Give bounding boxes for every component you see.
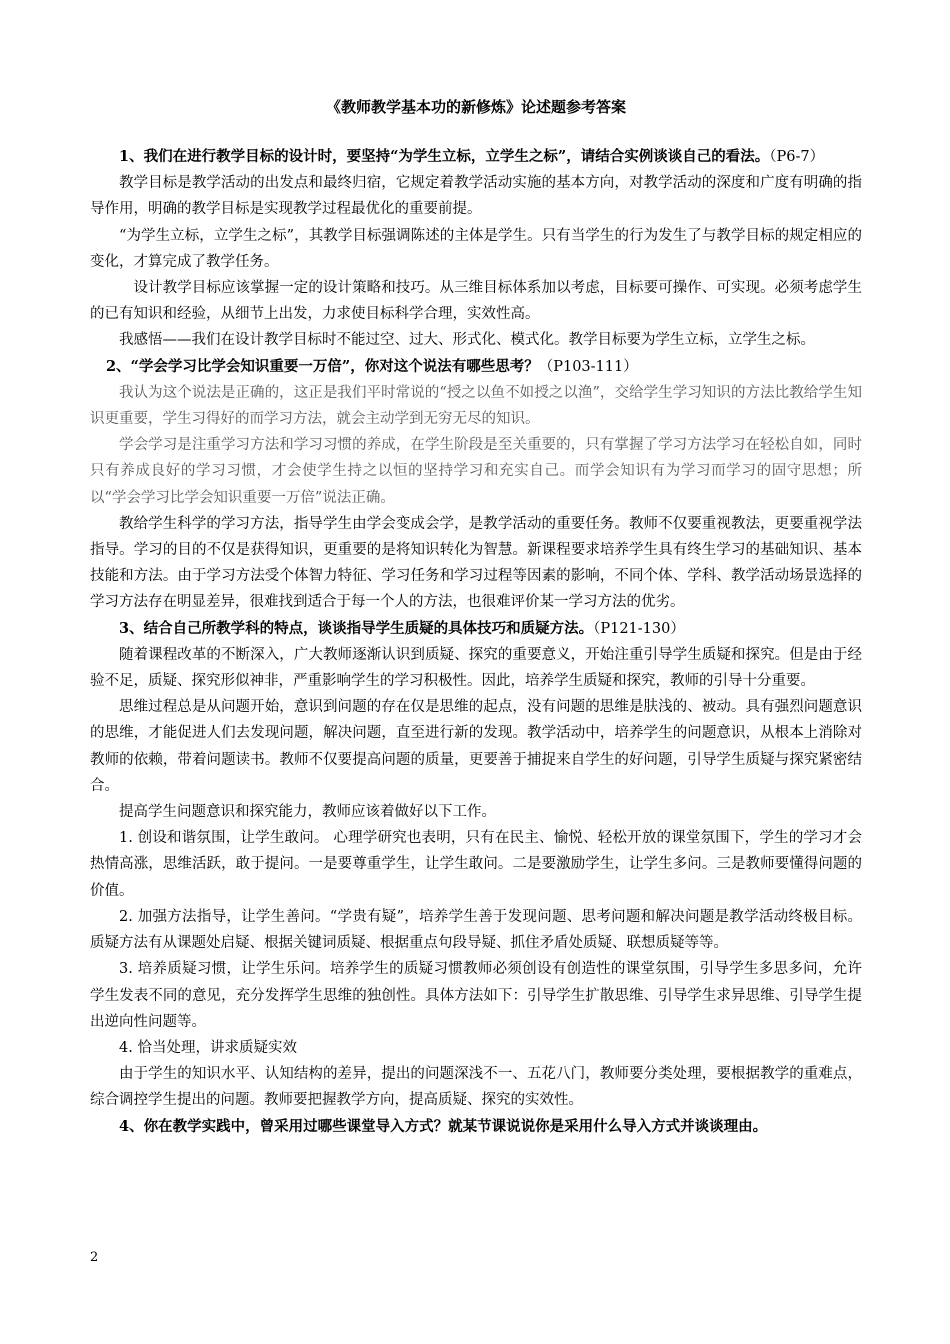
answer-3-paragraph-6: 3. 培养质疑习惯，让学生乐问。培养学生的质疑习惯教师必须创设有创造性的课堂氛围，引导学生多思多问，允许学生发表不同的意见，充分发挥学生思维的独创性。具体方法如下：引导学生扩散思维、引导学生求异思维、引导学生提出逆向性问题等。 xyxy=(90,961,862,1030)
document-page xyxy=(90,96,862,1140)
answer-3-paragraph-4: 1. 创设和谐氛围，让学生敢问。 心理学研究也表明，只有在民主、愉悦、轻松开放的课堂氛围下，学生的学习才会热情高涨，思维活跃，敢于提问。一是要尊重学生，让学生敢问。二是要激励学生，让学生多问。三是教师要懂得问题的价值。 xyxy=(90,830,862,899)
question-3-page-ref: （P121-130） xyxy=(593,620,685,637)
answer-3-paragraph-5: 2. 加强方法指导，让学生善问。“学贵有疑”，培养学生善于发现问题、思考问题和解决问题是教学活动终极目标。质疑方法有从课题处启疑、根据关键词质疑、根据重点句段导疑、抓住矛盾处质疑、联想质疑等等。 xyxy=(90,908,862,952)
answer-2-paragraph-3: 教给学生科学的学习方法，指导学生由学会变成会学，是教学活动的重要任务。教师不仅要重视教法，更要重视学法指导。学习的目的不仅是获得知识，更重要的是将知识转化为智慧。新课程要求培养学生具有终生学习的基础知识、基本技能和方法。由于学习方法受个体智力特征、学习任务和学习过程等因素的影响，不同个体、学科、教学活动场景选择的学习方法存在明显差异，很难找到适合于每一个人的方法，也很难评价某一学习方法的优劣。 xyxy=(90,515,862,611)
question-4-text: 4、你在教学实践中，曾采用过哪些课堂导入方式？就某节课说说你是采用什么导入方式并谈谈理由。 xyxy=(119,1117,768,1135)
answer-3-paragraph-8: 由于学生的知识水平、认知结构的差异，提出的问题深浅不一、五花八门，教师要分类处理，要根据教学的重难点，综合调控学生提出的问题。教师要把握教学方向，提高质疑、探究的实效性。 xyxy=(90,1066,862,1109)
answer-3-paragraph-7: 4. 恰当处理，讲求质疑实效 xyxy=(119,1039,297,1056)
question-3 xyxy=(90,616,862,642)
answer-3-paragraph-3: 提高学生问题意识和探究能力，教师应该着做好以下工作。 xyxy=(119,804,496,821)
document-title: 《教师教学基本功的新修炼》论述题参考答案 xyxy=(325,98,626,116)
answer-1-paragraph-4: 我感悟——我们在设计教学目标时不能过空、过大、形式化、模式化。教学目标要为学生立标，立学生之标。 xyxy=(119,332,815,349)
question-2-page-ref: （P103-111） xyxy=(538,358,638,375)
question-1-text: 1、我们在进行教学目标的设计时，要坚持“为学生立标，立学生之标”，请结合实例谈谈自己的看法。 xyxy=(119,148,770,165)
question-3-text: 3、结合自己所教学科的特点，谈谈指导学生质疑的具体技巧和质疑方法。 xyxy=(119,619,594,637)
answer-1-paragraph-1: 教学目标是教学活动的出发点和最终归宿，它规定着教学活动实施的基本方向，对教学活动的深度和广度有明确的指导作用，明确的教学目标是实现教学过程最优化的重要前提。 xyxy=(90,175,862,218)
answer-3-paragraph-1: 随着课程改革的不断深入，广大教师逐渐认识到质疑、探究的重要意义，开始注重引导学生质疑和探究。但是由于经验不足，质疑、探究形似神非，严重影响学生的学习积极性。因此，培养学生质疑和探究，教师的引导十分重要。 xyxy=(90,646,862,690)
question-2 xyxy=(90,354,862,380)
answer-3-paragraph-2: 思维过程总是从问题开始，意识到问题的存在仅是思维的起点，没有问题的思维是肤浅的、被动。具有强烈问题意识的思维，才能促进人们去发现问题，解决问题，直至进行新的发现。教学活动中，培养学生的问题意识，从根本上消除对教师的依赖，带着问题读书。教师不仅要提高问题的质量，更要善于捕捉来自学生的好问题，引导学生质疑与探究紧密结合。 xyxy=(90,699,862,794)
answer-2-paragraph-2: 学会学习是注重学习方法和学习习惯的养成，在学生阶段是至关重要的，只有掌握了学习方法学习在轻松自如，同时只有养成良好的学习习惯，才会使学生持之以恒的坚持学习和充实自己。而学会知识有为学习而学习的固守思想；所以“学会学习比学会知识重要一万倍”说法正确。 xyxy=(90,437,862,506)
question-1 xyxy=(90,144,862,170)
answer-1-paragraph-3: 设计教学目标应该掌握一定的设计策略和技巧。从三维目标体系加以考虑，目标要可操作、可实现。必须考虑学生的已有知识和经验，从细节上出发，力求使目标科学合理，实效性高。 xyxy=(90,280,862,323)
page-number: 2 xyxy=(90,1250,99,1265)
question-2-text: 2、“学会学习比学会知识重要一万倍”，你对这个说法有哪些思考？ xyxy=(105,357,539,375)
question-1-page-ref: （P6-7） xyxy=(769,149,825,165)
question-4 xyxy=(90,1114,862,1140)
answer-1-paragraph-2: “为学生立标，立学生之标”，其教学目标强调陈述的主体是学生。只有当学生的行为发生了与教学目标的规定相应的变化，才算完成了教学任务。 xyxy=(90,227,862,270)
answer-2-paragraph-1: 我认为这个说法是正确的，这正是我们平时常说的“授之以鱼不如授之以渔”，交给学生学习知识的方法比教给学生知识更重要，学生习得好的而学习方法，就会主动学到无穷无尽的知识。 xyxy=(90,384,862,428)
